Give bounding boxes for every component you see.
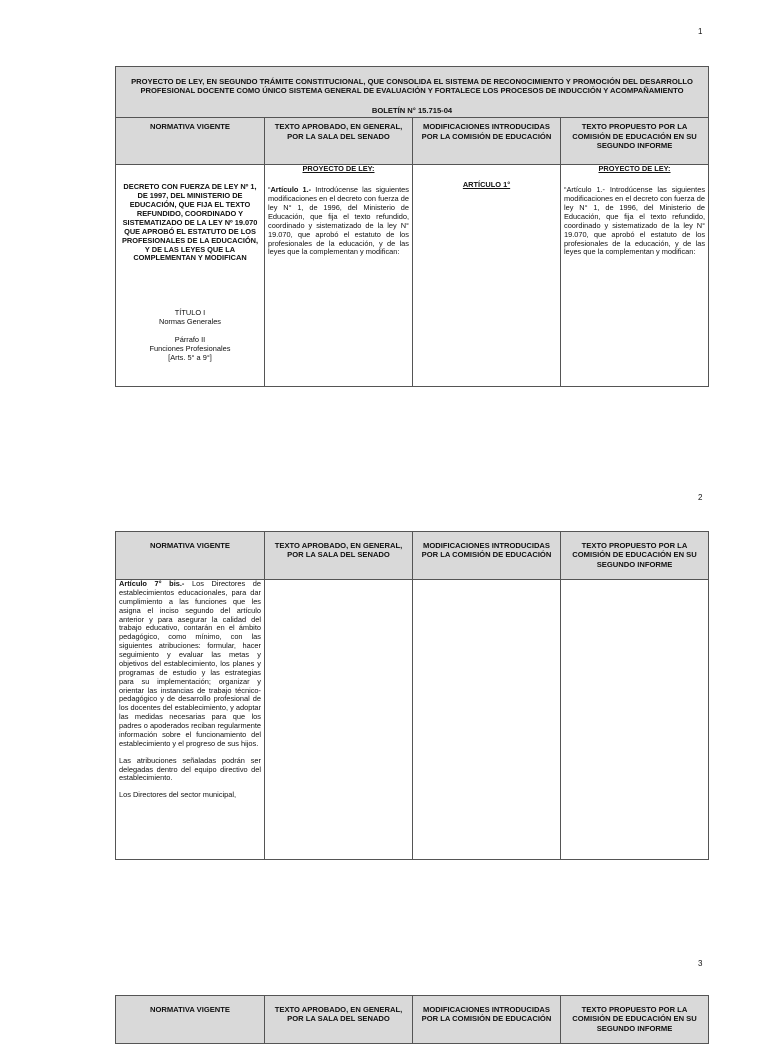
parrafo-subtitle: Funciones Profesionales [149, 343, 231, 353]
parrafo-label: Párrafo II [174, 335, 206, 345]
normativa-cell [116, 165, 265, 387]
titulo-label: TÍTULO I [174, 308, 206, 318]
header-texto-propuesto: TEXTO PROPUESTO POR LA COMISIÓN DE EDUCACIÓN EN SU SEGUNDO INFORME [561, 118, 709, 165]
comparison-table-page-2 [115, 531, 709, 860]
comparison-table-page-1 [115, 66, 709, 387]
article-body: Los Directores de establecimientos educacionales, para dar cumplimiento a las funciones que les asigna el inciso segundo del artículo anterior y para asegurar la calidad del trabajo educativo, contarán en el ámbito pedagógico, como mínimo, con las siguientes atribuciones: formular, hacer seguimiento y evaluar las metas y objetivos del establecimiento, los planes y programas de estudio y las estrategias para su implementación; organizar y orientar las instancias de trabajo técnico-pedagógico y de desarrollo profesional de los docentes del establecimiento, y adoptar las medidas necesarias para que los padres o apoderados reciban regularmente información sobre el funcionamiento del establecimiento y el progreso de sus hijos. [119, 579, 261, 748]
header-normativa-vigente: NORMATIVA VIGENTE [116, 996, 265, 1044]
parrafo-heading [119, 336, 261, 363]
senado-cell [265, 580, 413, 860]
header-modificaciones: MODIFICACIONES INTRODUCIDAS POR LA COMISIÓN DE EDUCACIÓN [413, 996, 561, 1044]
comision-cell [413, 580, 561, 860]
senado-article-body: Introdúcense las siguientes modificaciones en el decreto con fuerza de ley N° 1, de 1996, del Ministerio de Educación, que fija el texto refundido, coordinado y sistematizado de la ley N° 19.070, que aprobó el estatuto de los profesionales de la educación, y de las leyes que la complementan y modifican: [268, 185, 409, 257]
propuesto-cell [561, 580, 709, 860]
comparison-table-page-3 [115, 995, 709, 1044]
header-modificaciones: MODIFICACIONES INTRODUCIDAS POR LA COMISIÓN DE EDUCACIÓN [413, 532, 561, 580]
titulo-heading [119, 309, 261, 327]
propuesto-cell [561, 165, 709, 387]
header-texto-propuesto: TEXTO PROPUESTO POR LA COMISIÓN DE EDUCACIÓN EN SU SEGUNDO INFORME [561, 996, 709, 1044]
header-texto-aprobado: TEXTO APROBADO, EN GENERAL, POR LA SALA DEL SENADO [265, 532, 413, 580]
titulo-subtitle: Normas Generales [158, 317, 222, 327]
boletin-number: BOLETÍN N° 15.715-04 [371, 105, 453, 115]
document-title-cell [116, 67, 709, 118]
article-paragraph-2: Las atribuciones señaladas podrán ser delegadas dentro del equipo directivo del establecimiento. [119, 755, 261, 783]
document-title: PROYECTO DE LEY, EN SEGUNDO TRÁMITE CONSTITUCIONAL, QUE CONSOLIDA EL SISTEMA DE RECONOCIMIENTO Y PROMOCIÓN DEL DESARROLLO PROFESIONAL DOCENTE COMO ÚNICO SISTEMA GENERAL DE EVALUACIÓN Y FORTALECE LOS PROCESOS DE INDUCCIÓN Y ACOMPAÑAMIENTO [131, 77, 693, 96]
article-paragraph-3: Los Directores del sector municipal, [119, 790, 237, 800]
header-texto-aprobado: TEXTO APROBADO, EN GENERAL, POR LA SALA DEL SENADO [265, 996, 413, 1044]
page-number: 3 [698, 959, 703, 968]
header-normativa-vigente: NORMATIVA VIGENTE [116, 118, 265, 165]
senado-article-label: Artículo 1.- [270, 185, 312, 195]
page-number: 1 [698, 27, 703, 36]
proyecto-label-propuesto: PROYECTO DE LEY: [598, 164, 671, 174]
article-7-bis [119, 580, 261, 749]
proyecto-label: PROYECTO DE LEY: [302, 164, 375, 174]
header-normativa-vigente: NORMATIVA VIGENTE [116, 532, 265, 580]
parrafo-articles: [Arts. 5° a 9°] [168, 352, 212, 362]
decreto-heading: DECRETO CON FUERZA DE LEY Nº 1, DE 1997, DEL MINISTERIO DE EDUCACIÓN, QUE FIJA EL TEXTO REFUNDIDO, COORDINADO Y SISTEMATIZADO DE LA LEY Nº 19.070 QUE APROBÓ EL ESTATUTO DE LOS PROFESIONALES DE LA EDUCACIÓN, Y DE LAS LEYES QUE LA COMPLEMENTAN Y MODIFICAN [121, 182, 259, 263]
propuesto-article-text: “Artículo 1.- Introdúcense las siguientes modificaciones en el decreto con fuerza de ley N° 1, de 1996, del Ministerio de Educación, que fija el texto refundido, coordinado y sistematizado de la ley N° 19.070, que aprobó el estatuto de los profesionales de la educación, y de las leyes que la complementan y modifican: [564, 185, 706, 257]
comision-article-label: ARTÍCULO 1° [462, 180, 511, 190]
comision-cell [413, 165, 561, 387]
senado-cell [265, 165, 413, 387]
senado-article-text: “Artículo 1.- Introdúcense las siguientes modificaciones en el decreto con fuerza de ley N° 1, de 1996, del Ministerio de Educación, que fija el texto refundido, coordinado y sistematizado de la ley N° 19.070, que aprobó el estatuto de los profesionales de la educación, y de las leyes que la complementan y modifican: [268, 185, 409, 257]
normativa-cell [116, 580, 265, 860]
header-texto-aprobado: TEXTO APROBADO, EN GENERAL, POR LA SALA DEL SENADO [265, 118, 413, 165]
header-texto-propuesto: TEXTO PROPUESTO POR LA COMISIÓN DE EDUCACIÓN EN SU SEGUNDO INFORME [561, 532, 709, 580]
header-modificaciones: MODIFICACIONES INTRODUCIDAS POR LA COMISIÓN DE EDUCACIÓN [413, 118, 561, 165]
article-label: Artículo 7° bis.- [119, 579, 185, 588]
page-number: 2 [698, 493, 703, 502]
